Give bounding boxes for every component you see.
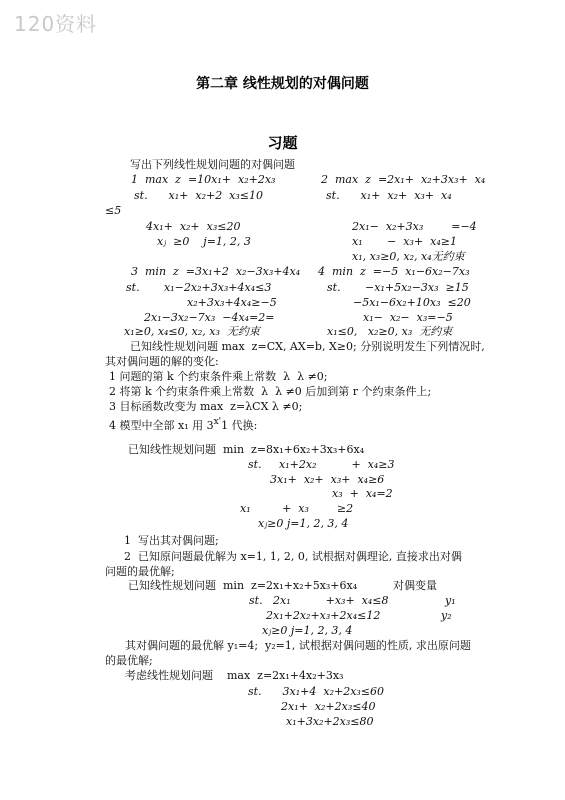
problem-3-objective: 3 min z =3x₁+2 x₂−3x₃+4x₄ [131,265,301,278]
dual-variable-y2: y₂ [441,609,452,622]
problem-3-constraint-3: 2x₁−3x₂−7x₃ −4x₄=2= [144,311,275,324]
problem-1-sign: xⱼ ≥0 j=1, 2, 3 [157,235,251,248]
exercise-4-sign: xⱼ≥0 j=1, 2, 3, 4 [262,624,353,637]
exercise-4-constraint-2: 2x₁+2x₂+x₃+2x₄≤12 [266,609,381,622]
exercise-3-intro: 已知线性规划问题 min z=8x₁+6x₂+3x₃+6x₄ [128,443,365,456]
exercise-5-intro: 考虑线性规划问题 max z=2x₁+4x₂+3x₃ [125,669,344,682]
exercise-5-constraint-2: 2x₁+ x₂+2x₃≤40 [281,700,376,713]
problem-2-objective: 2 max z =2x₁+ x₂+3x₃+ x₄ [321,173,486,186]
problem-2-constraint-2: 2x₁− x₂+3x₃ =−4 [352,220,477,233]
exercise-3-constraint-4: x₁ + x₃ ≥2 [240,502,354,515]
problem-2-sign: x₁, x₃≥0, x₂, x₄无约束 [352,250,465,263]
exercise-3-constraint-2: 3x₁+ x₂+ x₃+ x₄≥6 [270,473,385,486]
exercise-3-constraint-1: st. x₁+2x₂ + x₄≥3 [248,458,395,471]
problem-4-constraint-2: −5x₁−6x₂+10x₃ ≤20 [353,296,471,309]
exercise-3-question-2-cont: 问题的最优解; [105,565,175,578]
exercise-5-constraint-1: st. 3x₁+4 x₂+2x₃≤60 [248,685,385,698]
problem-2-constraint-1: st. x₁+ x₂+ x₃+ x₄ [326,189,452,202]
dual-variables-label: 对偶变量 [393,579,437,592]
exercise-2-intro-cont: 其对偶问题的解的变化: [105,355,219,368]
problem-1-constraint-1: st. x₁+ x₂+2 x₃≤10 [134,189,264,202]
problem-4-constraint-3: x₁− x₂− x₃=−5 [363,311,453,324]
problem-2-constraint-3: x₁ − x₃+ x₄≥1 [352,235,457,248]
exercise-2-case-4 [109,417,258,432]
problem-2-constraint-1-rhs: ≤5 [105,204,122,217]
problem-3-constraint-2: x₂+3x₃+4x₄≥−5 [187,296,277,309]
exercise-5-constraint-3: x₁+3x₂+2x₃≤80 [286,715,374,728]
watermark: 120资料 [14,12,98,36]
problem-1-objective: 1 max z =10x₁+ x₂+2x₃ [131,173,276,186]
exercise-1-intro: 写出下列线性规划问题的对偶问题 [130,158,295,171]
exercise-3-question-2: 2 已知原问题最优解为 x=1, 1, 2, 0, 试根据对偶理论, 直接求出对偶 [124,550,462,563]
exercise-2-case-1: 1 问题的第 k 个约束条件乘上常数 λ λ ≠0; [109,370,328,383]
exercise-3-constraint-3: x₃ + x₄=2 [332,487,393,500]
exercise-3-question-1: 1 写出其对偶问题; [124,534,219,547]
problem-3-constraint-1: st. x₁−2x₂+3x₃+4x₄≤3 [126,281,272,294]
case-4-text-tail: 1 代换: [221,419,258,432]
problem-4-sign: x₁≤0, x₂≥0, x₃ 无约束 [327,325,453,338]
exercise-4-intro: 已知线性规划问题 min z=2x₁+x₂+5x₃+6x₄ [128,579,358,592]
exercise-4-constraint-1: st. 2x₁ +x₃+ x₄≤8 [249,594,389,607]
exercise-4-question-cont: 的最优解; [105,654,153,667]
problem-4-constraint-1: st. −x₁+5x₂−3x₃ ≥15 [327,281,469,294]
exercise-3-sign: xⱼ≥0 j=1, 2, 3, 4 [258,517,349,530]
x-prime-superscript: x' [213,417,222,427]
exercise-2-case-2: 2 将第 k 个约束条件乘上常数 λ λ ≠0 后加到第 r 个约束条件上; [109,385,432,398]
dual-variable-y1: y₁ [445,594,456,607]
section-title: 习题 [267,134,298,152]
problem-1-constraint-2: 4x₁+ x₂+ x₃≤20 [146,220,241,233]
case-4-text: 4 模型中全部 x₁ 用 3 [109,419,214,432]
exercise-2-case-3: 3 目标函数改变为 max z=λCX λ ≠0; [109,400,303,413]
problem-3-sign: x₁≥0, x₄≤0, x₂, x₃ 无约束 [124,325,260,338]
chapter-title: 第二章 线性规划的对偶问题 [196,76,369,92]
exercise-2-intro: 已知线性规划问题 max z=CX, AX=b, X≥0; 分别说明发生下列情况时, [130,340,485,353]
exercise-4-question: 其对偶问题的最优解 y₁=4; y₂=1, 试根据对偶问题的性质, 求出原问题 [125,639,471,652]
problem-4-objective: 4 min z =−5 x₁−6x₂−7x₃ [318,265,470,278]
